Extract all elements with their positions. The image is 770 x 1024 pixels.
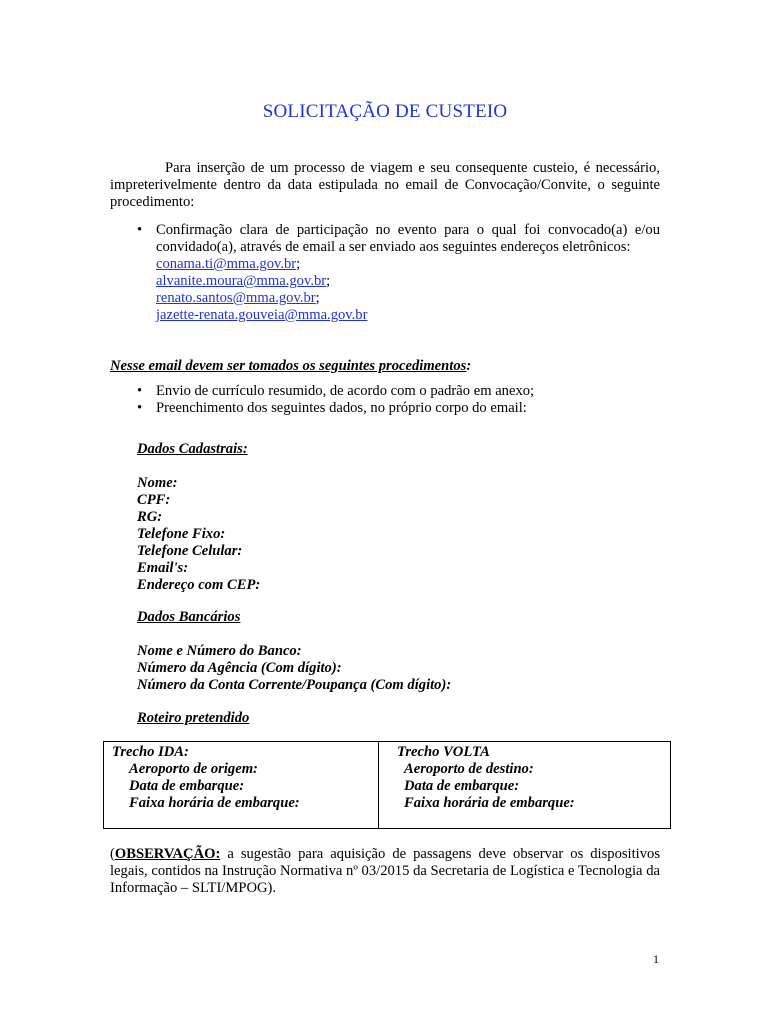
email-link[interactable]: alvanite.moura@mma.gov.br — [156, 273, 327, 289]
field-list — [137, 475, 260, 594]
trecho-ida-title: Trecho IDA: — [112, 744, 189, 760]
procedures-heading — [110, 358, 471, 375]
list-item: • Preenchimento dos seguintes dados, no próprio corpo do email: — [110, 400, 660, 417]
field-label: RG: — [137, 509, 163, 525]
field-label: Telefone Fixo: — [137, 526, 226, 542]
email-line — [156, 307, 660, 324]
email-link[interactable]: conama.ti@mma.gov.br — [156, 256, 297, 272]
table-row — [104, 742, 671, 829]
dados-cadastrais-section — [137, 441, 260, 594]
field-label: Endereço com CEP: — [137, 577, 261, 593]
observation-open-paren: ( — [110, 846, 115, 862]
route-table — [103, 741, 671, 829]
page-number: 1 — [653, 952, 659, 966]
trecho-ida-cell — [104, 742, 379, 829]
field-label: Número da Conta Corrente/Poupança (Com dígito): — [137, 677, 452, 693]
email-line — [156, 290, 660, 307]
observation-text: a sugestão para aquisição de passagens deve observar os dispositivos legais, contidos na Instrução Normativa nº 03/2015 da Secretaria de Logística e Tecnologia da Informação – SLTI/MPOG). — [110, 846, 660, 896]
field-label: Aeroporto de origem: — [129, 761, 258, 777]
field-label: Nome e Número do Banco: — [137, 643, 302, 659]
field-label: Número da Agência (Com dígito): — [137, 660, 342, 676]
field-label: Email's: — [137, 560, 189, 576]
procedures-heading-colon: : — [466, 358, 472, 374]
observation-label: OBSERVAÇÃO: — [114, 846, 221, 862]
field-label: Aeroporto de destino: — [404, 761, 534, 777]
confirmation-text: Confirmação clara de participação no evento para o qual foi convocado(a) e/ou convidado(a), através de email a ser enviado aos seguintes endereços eletrônicos: — [156, 222, 660, 255]
email-list — [156, 256, 660, 324]
section-heading: Dados Bancários — [137, 609, 241, 625]
field-label: Data de embarque: — [129, 778, 245, 794]
trecho-volta-title: Trecho VOLTA — [397, 744, 490, 760]
field-label: Faixa horária de embarque: — [404, 795, 575, 811]
field-label: CPF: — [137, 492, 171, 508]
trecho-volta-cell — [379, 742, 671, 829]
field-label: Faixa horária de embarque: — [129, 795, 300, 811]
field-list — [137, 643, 451, 694]
list-item — [110, 222, 660, 324]
email-separator: ; — [326, 273, 331, 289]
email-separator: ; — [296, 256, 301, 272]
observation-paragraph — [110, 846, 660, 897]
section-heading: Dados Cadastrais: — [137, 441, 248, 457]
list-item: • Envio de currículo resumido, de acordo com o padrão em anexo; — [110, 383, 660, 400]
email-line — [156, 273, 660, 290]
field-label: Nome: — [137, 475, 178, 491]
dados-bancarios-section — [137, 609, 451, 694]
roteiro-section — [137, 710, 249, 727]
email-separator: ; — [315, 290, 320, 306]
section-heading: Roteiro pretendido — [137, 710, 250, 726]
page-title: SOLICITAÇÃO DE CUSTEIO — [262, 101, 508, 122]
procedures-heading-text: Nesse email devem ser tomados os seguintes procedimentos — [110, 358, 467, 374]
intro-paragraph: Para inserção de um processo de viagem e seu consequente custeio, é necessário, impreterivelmente dentro da data estipulada no email de Convocação/Convite, o seguinte procedimento: — [110, 160, 660, 210]
email-link[interactable]: renato.santos@mma.gov.br — [156, 290, 316, 306]
confirmation-list — [110, 222, 660, 324]
email-line — [156, 256, 660, 273]
email-link[interactable]: jazette-renata.gouveia@mma.gov.br — [156, 307, 368, 323]
field-label: Data de embarque: — [404, 778, 520, 794]
procedures-list — [110, 383, 660, 417]
field-label: Telefone Celular: — [137, 543, 243, 559]
